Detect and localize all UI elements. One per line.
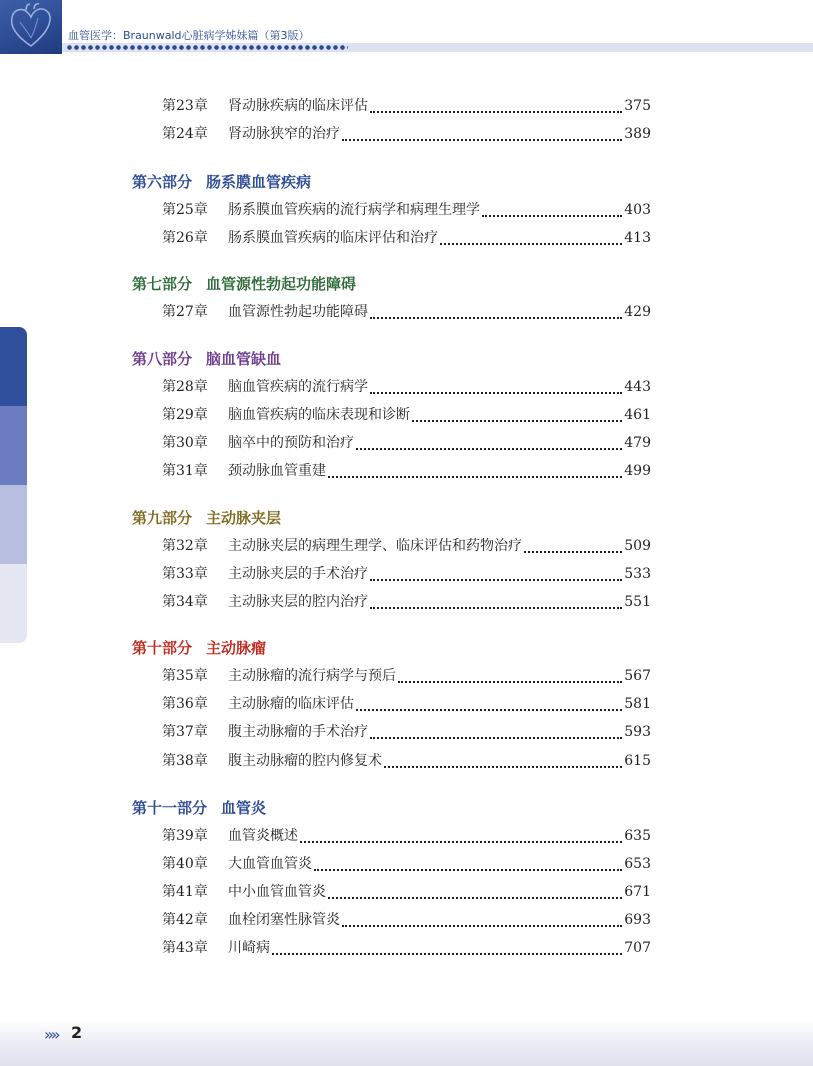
toc-entry[interactable]: 第38章 腹主动脉瘤的腔内修复术 615 <box>162 753 651 769</box>
leader-dots <box>300 829 622 843</box>
leader-dots <box>398 669 622 683</box>
toc-entry[interactable]: 第27章 血管源性勃起功能障碍 429 <box>162 304 651 320</box>
leader-dots <box>370 380 622 394</box>
book-title: 血管医学：Braunwald心脏病学姊妹篇（第3版） <box>68 29 310 42</box>
part-heading[interactable]: 第八部分 脑血管缺血 <box>132 350 282 368</box>
toc-entry[interactable]: 第37章 腹主动脉瘤的手术治疗 593 <box>162 724 651 740</box>
leader-dots <box>370 595 622 609</box>
leader-dots <box>328 464 622 478</box>
part-heading[interactable]: 第六部分 肠系膜血管疾病 <box>132 173 312 191</box>
toc-entry[interactable]: 第42章 血栓闭塞性脉管炎 693 <box>162 912 651 928</box>
heart-icon <box>6 2 56 52</box>
toc-entry[interactable]: 第33章 主动脉夹层的手术治疗 533 <box>162 566 651 582</box>
toc-entry[interactable]: 第43章 川崎病 707 <box>162 940 651 956</box>
leader-dots <box>370 99 622 113</box>
toc-entry[interactable]: 第25章 肠系膜血管疾病的流行病学和病理生理学 403 <box>162 202 651 218</box>
diamond-border <box>66 43 348 52</box>
part-heading[interactable]: 第十部分 主动脉瘤 <box>132 639 267 657</box>
toc-entry[interactable]: 第28章 脑血管疾病的流行病学 443 <box>162 379 651 395</box>
section-tab-1 <box>0 327 27 406</box>
leader-dots <box>314 857 622 871</box>
leader-dots <box>440 231 622 245</box>
toc-entry[interactable]: 第35章 主动脉瘤的流行病学与预后 567 <box>162 668 651 684</box>
toc-entry[interactable]: 第41章 中小血管血管炎 671 <box>162 884 651 900</box>
section-tabs <box>0 327 27 643</box>
section-tab-4 <box>0 564 27 643</box>
leader-dots <box>524 539 622 553</box>
toc-entry[interactable]: 第39章 血管炎概述 635 <box>162 828 651 844</box>
toc-entry[interactable]: 第31章 颈动脉血管重建 499 <box>162 463 651 479</box>
double-chevron-right-icon: »» <box>44 1025 58 1044</box>
part-heading[interactable]: 第七部分 血管源性勃起功能障碍 <box>132 275 357 293</box>
page-number: 2 <box>71 1023 83 1042</box>
leader-dots <box>328 885 622 899</box>
leader-dots <box>412 408 622 422</box>
leader-dots <box>356 697 622 711</box>
heart-logo <box>0 0 62 54</box>
toc-entry[interactable]: 第34章 主动脉夹层的腔内治疗 551 <box>162 594 651 610</box>
leader-dots <box>356 436 622 450</box>
toc-entry[interactable]: 第26章 肠系膜血管疾病的临床评估和治疗 413 <box>162 230 651 246</box>
leader-dots <box>370 725 622 739</box>
toc-entry[interactable]: 第23章 肾动脉疾病的临床评估 375 <box>162 98 651 114</box>
leader-dots <box>370 305 622 319</box>
toc-entry[interactable]: 第40章 大血管血管炎 653 <box>162 856 651 872</box>
toc-entry[interactable]: 第30章 脑卒中的预防和治疗 479 <box>162 435 651 451</box>
toc-entry[interactable]: 第29章 脑血管疾病的临床表现和诊断 461 <box>162 407 651 423</box>
toc-entry[interactable]: 第32章 主动脉夹层的病理生理学、临床评估和药物治疗 509 <box>162 538 651 554</box>
section-tab-3 <box>0 485 27 564</box>
toc-entry[interactable]: 第24章 肾动脉狭窄的治疗 389 <box>162 126 651 142</box>
leader-dots <box>342 913 622 927</box>
part-heading[interactable]: 第九部分 主动脉夹层 <box>132 509 282 527</box>
leader-dots <box>272 941 622 955</box>
leader-dots <box>370 567 622 581</box>
section-tab-2 <box>0 406 27 485</box>
page-footer <box>0 1020 813 1066</box>
leader-dots <box>482 203 622 217</box>
leader-dots <box>384 754 622 768</box>
page-header <box>0 0 813 56</box>
toc-entry[interactable]: 第36章 主动脉瘤的临床评估 581 <box>162 696 651 712</box>
leader-dots <box>342 127 622 141</box>
part-heading[interactable]: 第十一部分 血管炎 <box>132 799 267 817</box>
